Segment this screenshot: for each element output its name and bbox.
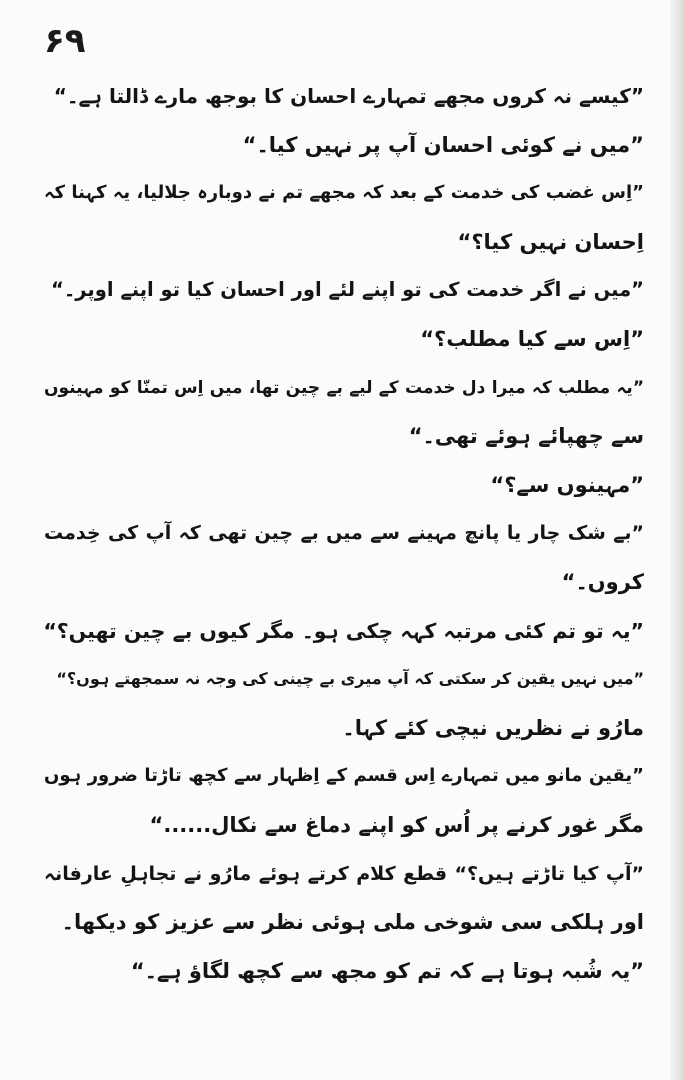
text-line: ”میں نے کوئی احسان آپ پر نہیں کیا۔“: [242, 132, 644, 157]
text-line: اِحسان نہیں کیا؟“: [457, 229, 644, 254]
text-line: ”میں نہیں یقین کر سکتی کہ آپ میری بے چینی کی وجہ نہ سمجھتے ہوں؟“: [56, 669, 644, 689]
page-number: ۶۹: [44, 21, 86, 61]
page-edge-shadow: [670, 0, 684, 1080]
text-line: ”آپ کیا تاڑتے ہیں؟“ قطع کلام کرتے ہوئے مارُو نے تجاہلِ عارفانہ: [44, 862, 644, 885]
text-line: ”میں نے اگر خدمت کی تو اپنے لئے اور احسان کیا تو اپنے اوپر۔“: [51, 278, 644, 302]
text-line: مارُو نے نظریں نیچی کئے کہا۔: [342, 715, 644, 740]
text-line: ”یقین مانو میں تمہارے اِس قسم کے اِظہار سے کچھ تاڑتا ضرور ہوں: [44, 765, 644, 787]
text-line: ”یہ مطلب کہ میرا دل خدمت کے لیے بے چین تھا، میں اِس تمنّا کو مہینوں: [44, 377, 644, 398]
text-line: ”اِس سے کیا مطلب؟“: [420, 326, 644, 351]
text-line: اور ہلکی سی شوخی ملی ہوئی نظر سے عزیز کو دیکھا۔: [61, 910, 644, 935]
text-line: سے چھپائے ہوئے تھی۔“: [408, 424, 644, 449]
text-line: ”بے شک چار یا پانچ مہینے سے میں بے چین تھی کہ آپ کی خِدمت: [44, 522, 644, 545]
text-line: مگر غور کرنے پر اُس کو اپنے دماغ سے نکال......“: [149, 812, 644, 837]
text-line: کروں۔“: [561, 569, 644, 594]
page-body-text: [44, 72, 644, 995]
text-line: ”اِس غضب کی خدمت کے بعد کہ مجھے تم نے دوبارہ جلالیا، یہ کہنا کہ: [44, 182, 644, 204]
text-line: ”کیسے نہ کروں مجھے تمہارے احسان کا بوجھ مارے ڈالتا ہے۔“: [53, 84, 644, 108]
text-line: ”یہ تو تم کئی مرتبہ کہہ چکی ہو۔ مگر کیوں بے چین تھیں؟“: [43, 618, 644, 643]
text-line: ”مہینوں سے؟“: [490, 472, 644, 497]
text-line: ”یہ شُبہ ہوتا ہے کہ تم کو مجھ سے کچھ لگاؤ ہے۔“: [130, 958, 644, 983]
